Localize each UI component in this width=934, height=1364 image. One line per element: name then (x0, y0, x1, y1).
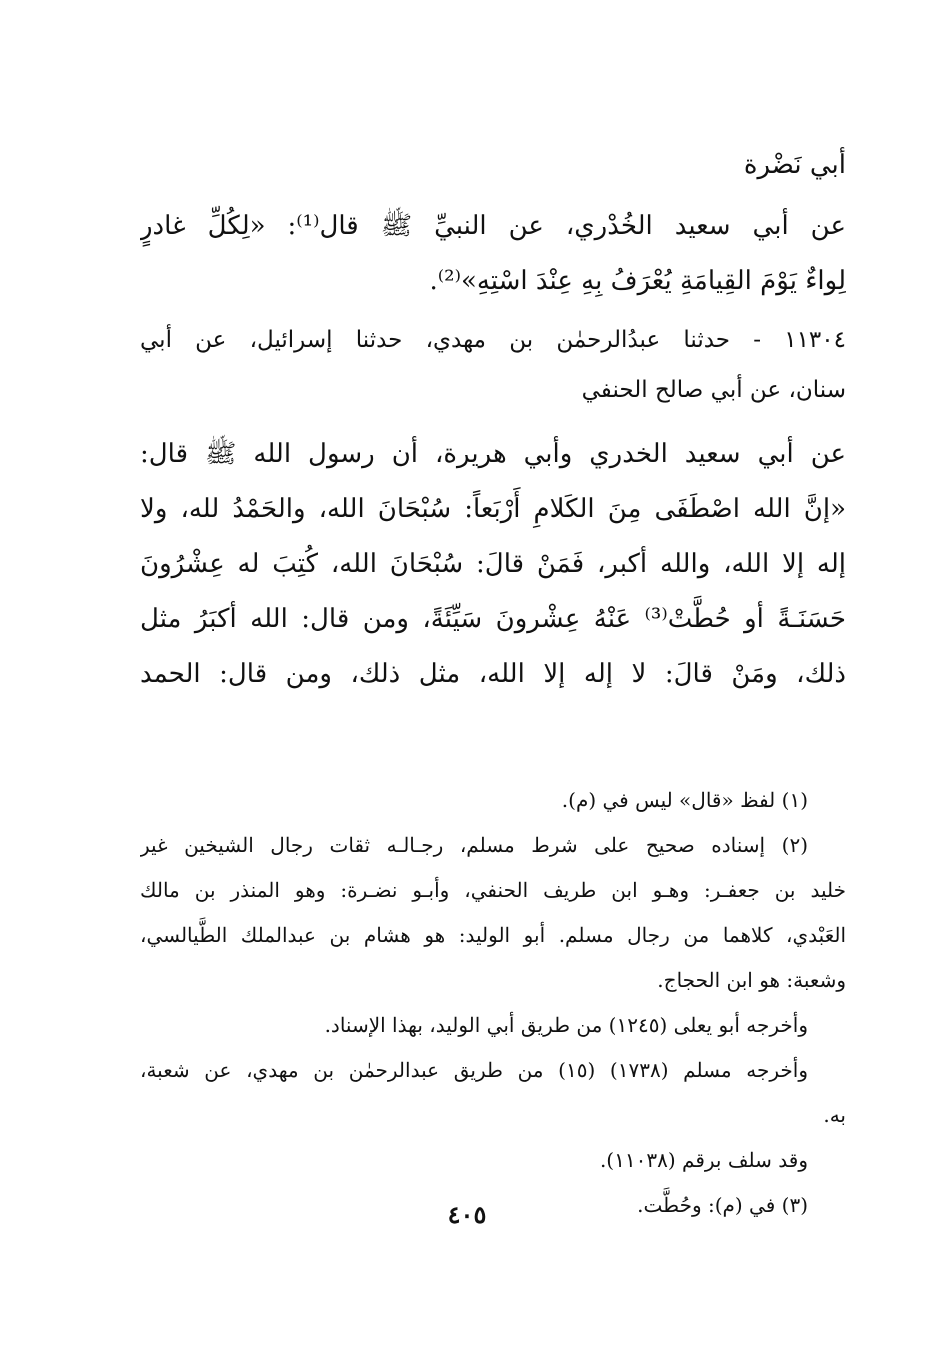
hadith-11304-chain (140, 315, 846, 415)
text-line: «إنَّ الله اصْطَفَى مِنَ الكَلامِ أَرْبَعاً: سُبْحَانَ الله، والحَمْدُ لله، ولا (140, 494, 846, 524)
text-line: ١١٣٠٤ - حدثنا عبدُالرحمٰن بن مهدي، حدثنا إسرائيل، عن أبي (140, 327, 846, 353)
text-line: عن أبي سعيد الخُدْري، عن النبيِّ ﷺ قال⁽¹⁾: «لِكُلِّ غادرٍ (140, 211, 846, 241)
footnote-3: (٣) في (م): وحُطَّت. (637, 1193, 808, 1217)
footnotes (140, 778, 846, 1228)
text-line: لِواءٌ يَوْمَ القِيامَةِ يُعْرَفُ بِهِ عِنْدَ اسْتِهِ»⁽²⁾. (429, 266, 846, 296)
footnote-2-line: وشعبة: هو ابن الحجاج. (657, 968, 846, 992)
hadith-11303-text (140, 199, 846, 309)
text-line: ذلك، ومَنْ قالَ: لا إله إلا الله، مثل ذلك، ومن قال: الحمد (140, 659, 846, 689)
footnote-2-muslim: به. (823, 1103, 846, 1127)
page-number: ٤٠٥ (447, 1200, 487, 1229)
text-line: أبي نَضْرة (743, 150, 846, 180)
footnote-2-muslim: وأخرجه مسلم (١٧٣٨) (١٥) من طريق عبدالرحمٰن بن مهدي، عن شعبة، (140, 1058, 808, 1082)
footnote-2-line: (٢) إسناده صحيح على شرط مسلم، رجـالـه ثقات رجال الشيخين غير (140, 833, 808, 857)
main-text (140, 138, 846, 702)
hadith-11304-text (140, 427, 846, 702)
text-line: سنان، عن أبي صالح الحنفي (581, 377, 846, 403)
footnote-1: (١) لفظ «قال» ليس في (م). (561, 788, 808, 812)
footnote-2-line: خليد بن جعفـر: وهـو ابن طريف الحنفي، وأبـو نضـرة: وهو المنذر بن مالك (140, 878, 846, 902)
hadith-chain-end (140, 138, 846, 193)
text-line: إله إلا الله، والله أكبر، فَمَنْ قالَ: سُبْحَانَ الله، كُتِبَ له عِشْرُونَ (140, 549, 846, 579)
footnote-2-salaf: وقد سلف برقم (١١٠٣٨). (599, 1148, 808, 1172)
footnote-2-line: العَبْدي، كلاهما من رجال مسلم. أبو الوليد: هو هشام بن عبدالملك الطَّيالسي، (140, 923, 846, 947)
text-line: عن أبي سعيد الخدري وأبي هريرة، أن رسول الله ﷺ قال: (140, 439, 846, 469)
text-line: حَسَنَـةً أو حُطَّتْ⁽³⁾ عَنْهُ عِشْرونَ سَيِّئَةً، ومن قال: الله أكبَرُ مثل (140, 604, 846, 634)
footnote-2-abu-yala: وأخرجه أبو يعلى (١٢٤٥) من طريق أبي الوليد، بهذا الإسناد. (324, 1013, 808, 1037)
